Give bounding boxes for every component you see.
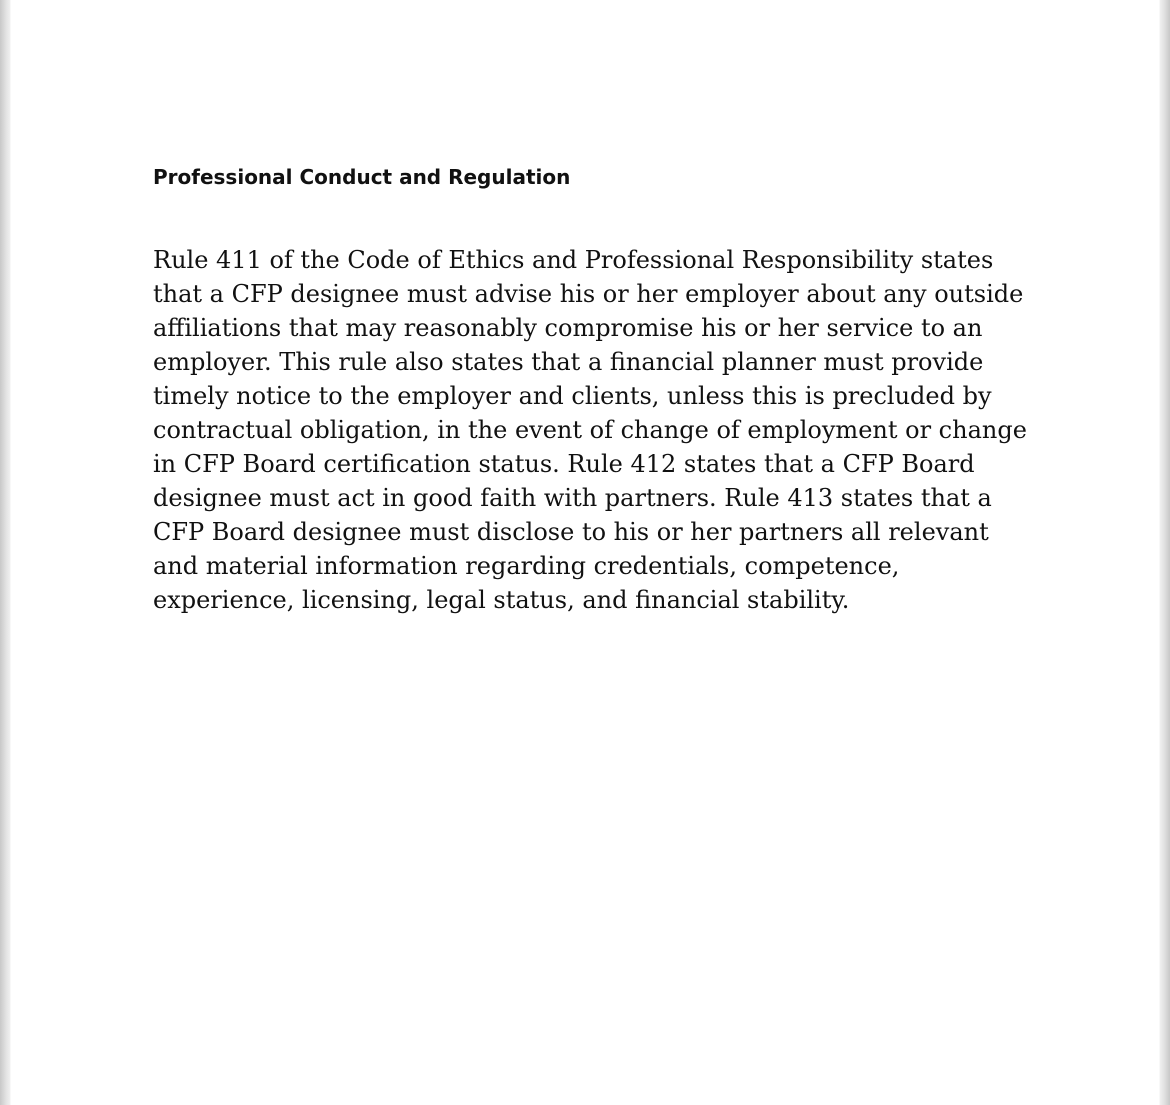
paragraph-line: experience, licensing, legal status, and financial stability. (153, 586, 850, 614)
document-page (11, 0, 1159, 1105)
paragraph-line: designee must act in good faith with partners. Rule 413 states that a (153, 484, 992, 512)
paragraph-line: and material information regarding credentials, competence, (153, 552, 900, 580)
paragraph-line: employer. This rule also states that a financial planner must provide (153, 348, 984, 376)
paragraph-line: timely notice to the employer and clients, unless this is precluded by (153, 382, 992, 410)
paragraph-line: CFP Board designee must disclose to his or her partners all relevant (153, 518, 989, 546)
paragraph-line: in CFP Board certification status. Rule 412 states that a CFP Board (153, 450, 975, 478)
body-paragraph (153, 243, 1033, 617)
paragraph-line: affiliations that may reasonably compromise his or her service to an (153, 314, 983, 342)
paragraph-line: contractual obligation, in the event of change of employment or change (153, 416, 1027, 444)
paragraph-line: that a CFP designee must advise his or her employer about any outside (153, 280, 1024, 308)
section-heading: Professional Conduct and Regulation (153, 165, 571, 189)
paragraph-line: Rule 411 of the Code of Ethics and Professional Responsibility states (153, 246, 994, 274)
